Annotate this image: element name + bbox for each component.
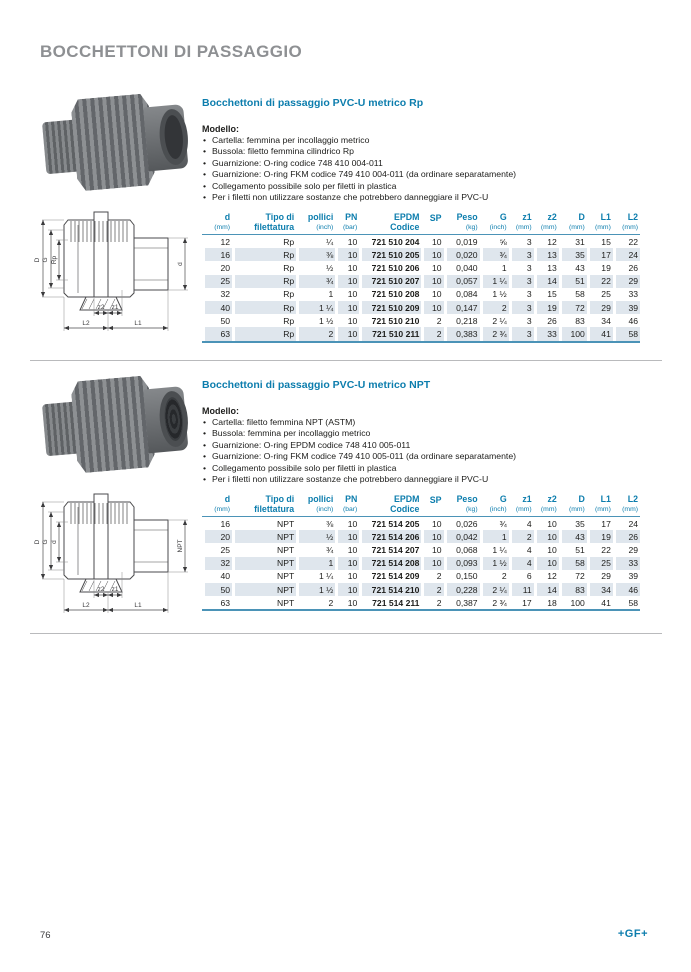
cell: 1 ½ [480,557,509,570]
cell: 10 [335,530,359,543]
cell: 2 ¼ [480,583,509,596]
column-header: z1 (mm) [509,495,534,517]
cell: 32 [202,557,232,570]
column-header: z1 (mm) [509,213,534,235]
cell: 34 [587,583,613,596]
column-header: SP [421,495,443,517]
cell: 10 [431,544,442,555]
cell: 51 [575,544,585,555]
cell: Rp [283,315,295,326]
cell: 0,387 [456,597,478,608]
cell: NPT [232,530,296,543]
cell: 6 [526,571,532,582]
cell: ¼ [326,236,334,247]
cell: 10 [335,275,359,288]
cell: 13 [534,248,559,261]
cell: 58 [613,327,640,340]
column-header: d (mm) [202,213,232,235]
cell: 10 [347,262,358,273]
model-bullet-list [202,417,664,485]
table-row [202,261,640,274]
cell: 2 [436,597,442,608]
bullet-item: • Per i filetti non utilizzare sostanze che potrebbero danneggiare il PVC-U [202,474,664,485]
cell: 1 ¼ [492,544,507,555]
cell: 26 [613,530,640,543]
cell: 50 [202,583,232,596]
cell: 721 514 207 [371,544,420,555]
column-header: Peso (kg) [444,213,480,235]
cell: 2 [421,327,443,340]
table-row [202,557,640,570]
table-row [202,301,640,314]
cell: Rp [283,262,295,273]
column-header: SP [421,213,443,235]
cell: 29 [628,544,638,555]
cell: NPT [277,597,295,608]
cell: 1 ¼ [318,571,334,582]
cell: 3 [509,275,534,288]
cell: 0,020 [444,248,480,261]
table-row [202,248,640,261]
bullet-item: • Guarnizione: O-ring EPDM codice 748 410 005-011 [202,440,664,451]
cell: 1 [501,262,507,273]
cell: 51 [559,275,587,288]
cell: 46 [628,315,638,326]
photo-bore [163,114,185,159]
cell: ⅝ [499,236,507,247]
cell: NPT [277,518,295,529]
bullet-item: • Bussola: femmina per incollaggio metrico [202,428,664,439]
cell: 10 [421,275,443,288]
modello-label: Modello: [202,124,239,134]
cell: 17 [601,518,611,529]
cell: 10 [335,301,359,314]
cell: 72 [559,301,587,314]
cell: 3 [509,327,534,340]
cell: 721 514 205 [371,518,420,529]
cell: 100 [559,327,587,340]
cell: 10 [431,289,442,300]
cell: ¾ [499,518,507,529]
spec-table-npt [202,495,640,611]
table-row [202,517,640,530]
cell: 0,218 [456,315,478,326]
bullet-item: • Bussola: filetto femmina cilindrico Rp [202,146,664,157]
cell: 15 [547,289,557,300]
cell: 58 [628,597,638,608]
cell: 43 [575,262,585,273]
cell: 17 [587,248,613,261]
cell: 29 [587,301,613,314]
column-header: L2 (mm) [613,495,640,517]
cell: 10 [335,557,359,570]
cell: ½ [296,530,335,543]
section-heading: Bocchettoni di passaggio PVC-U metrico NPT [202,379,431,391]
section-divider [30,633,662,634]
cell: 24 [613,248,640,261]
dimension-drawing-rp [34,200,194,340]
cell: 3 [526,236,532,247]
cell: 22 [628,236,638,247]
cell: 721 510 210 [371,315,420,326]
cell: 40 [220,571,231,582]
cell: 22 [601,544,611,555]
cell: 0,084 [456,289,478,300]
cell: Rp [232,301,296,314]
cell: 25 [601,289,611,300]
dim-label-D: D [34,539,41,545]
dim-label-L1: L1 [134,320,142,327]
cell: ⅜ [326,518,334,529]
drawing-spigot [134,520,168,572]
cell: 10 [347,597,358,608]
cell: 29 [613,275,640,288]
table-row [202,288,640,301]
cell: 2 ¾ [492,597,507,608]
cell: 721 510 204 [371,236,420,247]
cell: 10 [421,557,443,570]
cell: 10 [547,518,557,529]
cell: 721 514 208 [359,557,421,570]
cell: 31 [575,236,585,247]
cell: 1 ¼ [296,301,335,314]
cell: 10 [431,518,442,529]
cell: 10 [347,315,358,326]
dim-label-npt: NPT [177,539,184,553]
cell: 10 [421,530,443,543]
column-header: L1 (mm) [587,495,613,517]
column-header: pollici (inch) [296,495,335,517]
cell: 1 ½ [492,289,507,300]
dim-label-L2: L2 [82,602,90,609]
photo-threaded-bore [163,396,185,441]
cell: 33 [628,289,638,300]
cell: 25 [202,275,232,288]
dim-label-right: d [177,262,184,266]
cell: 0,042 [444,530,480,543]
column-header: D (mm) [559,495,587,517]
column-header: Tipo di filettatura [232,495,296,517]
cell: 10 [347,518,358,529]
cell: 39 [613,301,640,314]
cell: 10 [431,236,442,247]
cell: 10 [431,262,442,273]
cell: 10 [335,583,359,596]
cell: 721 510 208 [371,289,420,300]
cell: 721 514 209 [371,571,420,582]
cell: Rp [283,289,295,300]
bullet-item: • Per i filetti non utilizzare sostanze che potrebbero danneggiare il PVC-U [202,192,664,203]
dim-label-z1: z1 [111,586,119,593]
cell: 40 [202,301,232,314]
cell: 0,057 [444,275,480,288]
bullet-item: • Cartella: femmina per incollaggio metrico [202,135,664,146]
cell: 35 [559,248,587,261]
cell: 721 510 205 [359,248,421,261]
cell: 33 [613,557,640,570]
cell: 19 [587,530,613,543]
spec-table-rp [202,213,640,343]
table-row [202,543,640,556]
table-row [202,596,640,609]
cell: 0,383 [444,327,480,340]
cell: 32 [220,289,231,300]
cell: 17 [522,597,532,608]
column-header: PN (bar) [335,213,359,235]
cell: 10 [347,544,358,555]
cell: 0,026 [456,518,478,529]
cell: 12 [547,236,557,247]
section-divider [30,360,662,361]
column-header: z2 (mm) [534,213,559,235]
cell: 11 [509,583,534,596]
dim-label-D: D [34,257,41,263]
cell: 10 [421,248,443,261]
cell: 0,147 [444,301,480,314]
dim-label-thread: Rp [51,255,58,265]
cell: 58 [575,289,585,300]
cell: NPT [232,583,296,596]
cell: 14 [534,275,559,288]
product-photo-rp [38,84,196,201]
cell: 3 [526,262,532,273]
cell: 26 [547,315,557,326]
cell: 1 [328,289,334,300]
table-row [202,570,640,583]
dim-label-z1: z1 [111,304,119,311]
cell: 43 [559,530,587,543]
bullet-item: • Cartella: filetto femmina NPT (ASTM) [202,417,664,428]
cell: 721 510 211 [359,327,421,340]
cell: 721 510 209 [359,301,421,314]
page-number: 76 [40,930,51,941]
cell: 4 [526,518,532,529]
dim-label-G: G [42,257,49,263]
column-header: Peso (kg) [444,495,480,517]
cell: 1 [296,557,335,570]
cell: 721 510 207 [359,275,421,288]
cell: 1 ½ [318,315,334,326]
cell: ¾ [326,544,334,555]
cell: 35 [575,518,585,529]
cell: 10 [534,557,559,570]
cell: 24 [628,518,638,529]
cell: 3 [526,289,532,300]
cell: 1 ½ [296,583,335,596]
cell: 4 [526,544,532,555]
cell: 0,040 [456,262,478,273]
cell: 0,068 [456,544,478,555]
cell: 10 [335,327,359,340]
cell: Rp [232,275,296,288]
cell: 1 ¼ [480,275,509,288]
bullet-item: • Guarnizione: O-ring codice 748 410 004-011 [202,158,664,169]
cell: 0,019 [456,236,478,247]
cell: 10 [347,289,358,300]
cell: 721 510 206 [371,262,420,273]
cell: 3 [509,301,534,314]
table-row [202,235,640,248]
cell: 4 [509,557,534,570]
bullet-item: • Guarnizione: O-ring FKM codice 749 410 004-011 (da ordinare separatamente) [202,169,664,180]
cell: 41 [587,327,613,340]
cell: 25 [587,557,613,570]
cell: 12 [547,571,557,582]
cell: 2 [480,301,509,314]
modello-label: Modello: [202,406,239,416]
cell: 2 [436,315,442,326]
dim-label-G: G [42,539,49,545]
section-npt [0,370,691,652]
table-row [202,275,640,288]
cell: 2 [328,597,334,608]
cell: 1 [480,530,509,543]
cell: Rp [232,248,296,261]
cell: 0,150 [456,571,478,582]
drawing-insert [94,494,108,580]
cell: 721 514 206 [359,530,421,543]
cell: 50 [220,315,231,326]
cell: 0,093 [444,557,480,570]
cell: 12 [220,236,231,247]
cell: NPT [232,557,296,570]
cell: 39 [628,571,638,582]
cell: 13 [547,262,557,273]
cell: 16 [202,248,232,261]
cell: 58 [559,557,587,570]
cell: 10 [335,248,359,261]
gf-logo: +GF+ [617,928,648,940]
product-photo-npt [38,366,196,483]
dim-label-z2: z2 [97,586,105,593]
cell: ⅜ [296,248,335,261]
section-heading: Bocchettoni di passaggio PVC-U metrico Rp [202,97,424,109]
cell: 10 [347,236,358,247]
cell: 16 [220,518,231,529]
cell: Rp [232,327,296,340]
cell: 22 [587,275,613,288]
cell: NPT [277,544,295,555]
cell: 29 [601,571,611,582]
cell: 3 [526,315,532,326]
dim-label-d: d [51,540,58,544]
cell: 26 [628,262,638,273]
dim-label-L2: L2 [82,320,90,327]
cell: ½ [326,262,334,273]
page-title: BOCCHETTONI DI PASSAGGIO [40,42,303,61]
column-header: z2 (mm) [534,495,559,517]
section-rp [0,88,691,370]
cell: 10 [534,530,559,543]
cell: 83 [559,583,587,596]
dimension-drawing-npt [34,482,194,622]
column-header: G (inch) [480,213,509,235]
cell: 25 [220,544,231,555]
table-row [202,314,640,327]
column-header: L2 (mm) [613,213,640,235]
cell: 2 ¼ [492,315,507,326]
cell: 2 [436,571,442,582]
cell: 10 [547,544,557,555]
cell: 33 [534,327,559,340]
cell: 14 [534,583,559,596]
table-row [202,530,640,543]
column-header: Tipo di filettatura [232,213,296,235]
cell: 20 [220,262,231,273]
drawing-spigot [134,238,168,290]
table-row [202,583,640,596]
cell: 2 [421,583,443,596]
cell: 63 [220,597,231,608]
cell: 19 [534,301,559,314]
cell: 34 [601,315,611,326]
cell: 100 [570,597,585,608]
cell: ¾ [480,248,509,261]
column-header: EPDM Codice [359,495,421,517]
cell: 19 [601,262,611,273]
bullet-item: • Guarnizione: O-ring FKM codice 749 410 005-011 (da ordinare separatamente) [202,451,664,462]
cell: 46 [613,583,640,596]
cell: 18 [547,597,557,608]
cell: 20 [202,530,232,543]
column-header: EPDM Codice [359,213,421,235]
drawing-insert [94,212,108,298]
cell: 721 514 210 [359,583,421,596]
cell: 41 [601,597,611,608]
cell: 3 [509,248,534,261]
cell: 721 514 211 [372,597,420,608]
cell: 2 [296,327,335,340]
cell: 2 ¾ [480,327,509,340]
cell: 15 [601,236,611,247]
cell: 2 [501,571,507,582]
column-header: pollici (inch) [296,213,335,235]
cell: 10 [421,301,443,314]
column-header: L1 (mm) [587,213,613,235]
dim-label-L1: L1 [134,602,142,609]
cell: 63 [202,327,232,340]
column-header: d (mm) [202,495,232,517]
cell: Rp [283,236,295,247]
cell: NPT [277,571,295,582]
column-header: D (mm) [559,213,587,235]
column-header: G (inch) [480,495,509,517]
cell: 83 [575,315,585,326]
cell: ¾ [296,275,335,288]
cell: 2 [509,530,534,543]
dim-label-z2: z2 [97,304,105,311]
bullet-item: • Collegamento possibile solo per filetti in plastica [202,181,664,192]
model-bullet-list [202,135,664,203]
table-row [202,327,640,340]
column-header: PN (bar) [335,495,359,517]
bullet-item: • Collegamento possibile solo per filetti in plastica [202,463,664,474]
cell: 10 [347,571,358,582]
cell: 0,228 [444,583,480,596]
cell: 72 [575,571,585,582]
